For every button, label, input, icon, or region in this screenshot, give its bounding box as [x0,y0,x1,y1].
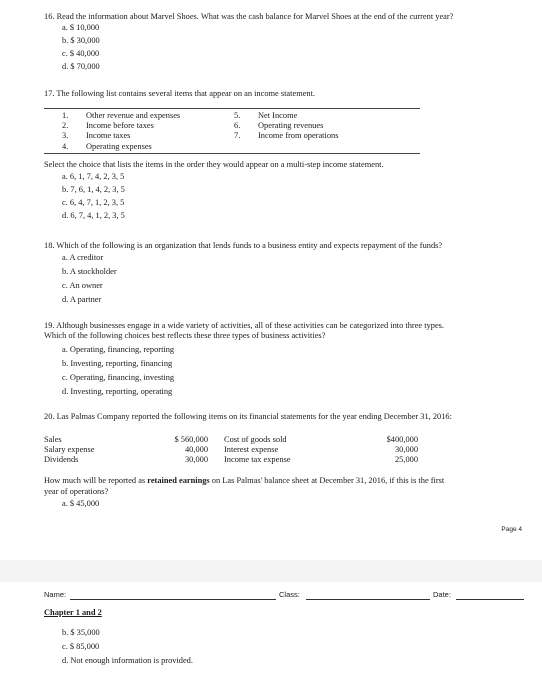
q20-question-2 [44,476,444,487]
date-blank-line [456,599,524,600]
q20-table-value: 30,000 [184,455,208,464]
date-label: Date: [433,590,451,599]
q20-option-a: a. $ 45,000 [62,499,100,508]
q20-table-value: 40,000 [184,445,208,454]
q17-option-d: d. 6, 7, 4, 1, 2, 3, 5 [62,211,125,220]
q17-item-num: 5. [234,111,241,120]
q17-table-top-rule [44,108,420,109]
page-gap [0,560,542,582]
q16-option-a: a. $ 10,000 [62,23,100,32]
q17-item-num: 6. [234,121,241,130]
q17-item-text: Income before taxes [86,121,154,130]
q16-option-d: d. $ 70,000 [62,62,100,71]
q17-instruction: Select the choice that lists the items in the order they would appear on a multi-step income statement. [44,160,384,169]
name-blank-line [70,599,276,600]
q19-question-line-1: 19. Although businesses engage in a wide variety of activities, all of these activities can be categorized into three types. [44,321,445,330]
q17-item-num: 3. [62,131,69,140]
q20-option-c: c. $ 85,000 [62,642,100,651]
q17-option-b: b. 7, 6, 1, 4, 2, 3, 5 [62,185,125,194]
q20-table-value: $400,000 [386,435,418,444]
q20-question-pre: How much will be reported as [44,476,148,485]
q19-option-c: c. Operating, financing, investing [62,373,175,382]
q17-item-num: 4. [62,142,69,151]
q17-item-text: Net Income [258,111,298,120]
q18-option-b: b. A stockholder [62,267,117,276]
page-sheet-2 [0,582,542,700]
q19-option-b: b. Investing, reporting, financing [62,359,173,368]
name-label: Name: [44,590,67,599]
q17-item-text: Income taxes [86,131,131,140]
q20-option-d: d. Not enough information is provided. [62,656,193,665]
q16-question: 16. Read the information about Marvel Shoes. What was the cash balance for Marvel Shoes at the end of the current year? [44,12,454,21]
q17-item-text: Operating expenses [86,142,152,151]
class-blank-line [306,599,430,600]
q20-table-label: Interest expense [224,445,279,454]
q20-table-label: Dividends [44,455,79,464]
q20-question-line-2: year of operations? [44,487,109,496]
q18-question: 18. Which of the following is an organization that lends funds to a business entity and expects repayment of the funds? [44,241,443,250]
chapter-heading-text: Chapter 1 and 2 [44,608,102,617]
q16-option-c: c. $ 40,000 [62,49,100,58]
q20-table-label: Income tax expense [224,455,291,464]
q17-option-c: c. 6, 4, 7, 1, 2, 3, 5 [62,198,125,207]
q20-table-value: 30,000 [394,445,418,454]
q20-table-value: $ 560,000 [174,435,208,444]
q18-option-c: c. An owner [62,281,103,290]
q19-option-d: d. Investing, reporting, operating [62,387,173,396]
q19-question-line-2: Which of the following choices best reflects these three types of business activities? [44,331,326,340]
q17-question: 17. The following list contains several items that appear on an income statement. [44,89,316,98]
q17-item-text: Operating revenues [258,121,324,130]
q20-question-bold: retained earnings [147,476,210,485]
q17-option-a: a. 6, 1, 7, 4, 2, 3, 5 [62,172,125,181]
q20-question-post: on Las Palmas' balance sheet at December 31, 2016, if this is the first [209,476,445,485]
q20-option-b: b. $ 35,000 [62,628,100,637]
q18-option-d: d. A partner [62,295,102,304]
q17-item-num: 7. [234,131,241,140]
page-number: Page 4 [501,526,522,533]
q20-table-value: 25,000 [394,455,418,464]
chapter-heading [44,608,102,619]
q17-item-num: 2. [62,121,69,130]
q20-table-label: Salary expense [44,445,95,454]
q17-item-text: Other revenue and expenses [86,111,181,120]
q16-option-b: b. $ 30,000 [62,36,100,45]
q19-option-a: a. Operating, financing, reporting [62,345,175,354]
q20-table-label: Sales [44,435,62,444]
q17-item-text: Income from operations [258,131,339,140]
q18-option-a: a. A creditor [62,253,104,262]
q20-question: 20. Las Palmas Company reported the following items on its financial statements for the year ending December 31, 2016: [44,412,452,421]
q17-table-bottom-rule [44,153,420,154]
q17-item-num: 1. [62,111,69,120]
q20-table-label: Cost of goods sold [224,435,287,444]
class-label: Class: [279,590,300,599]
